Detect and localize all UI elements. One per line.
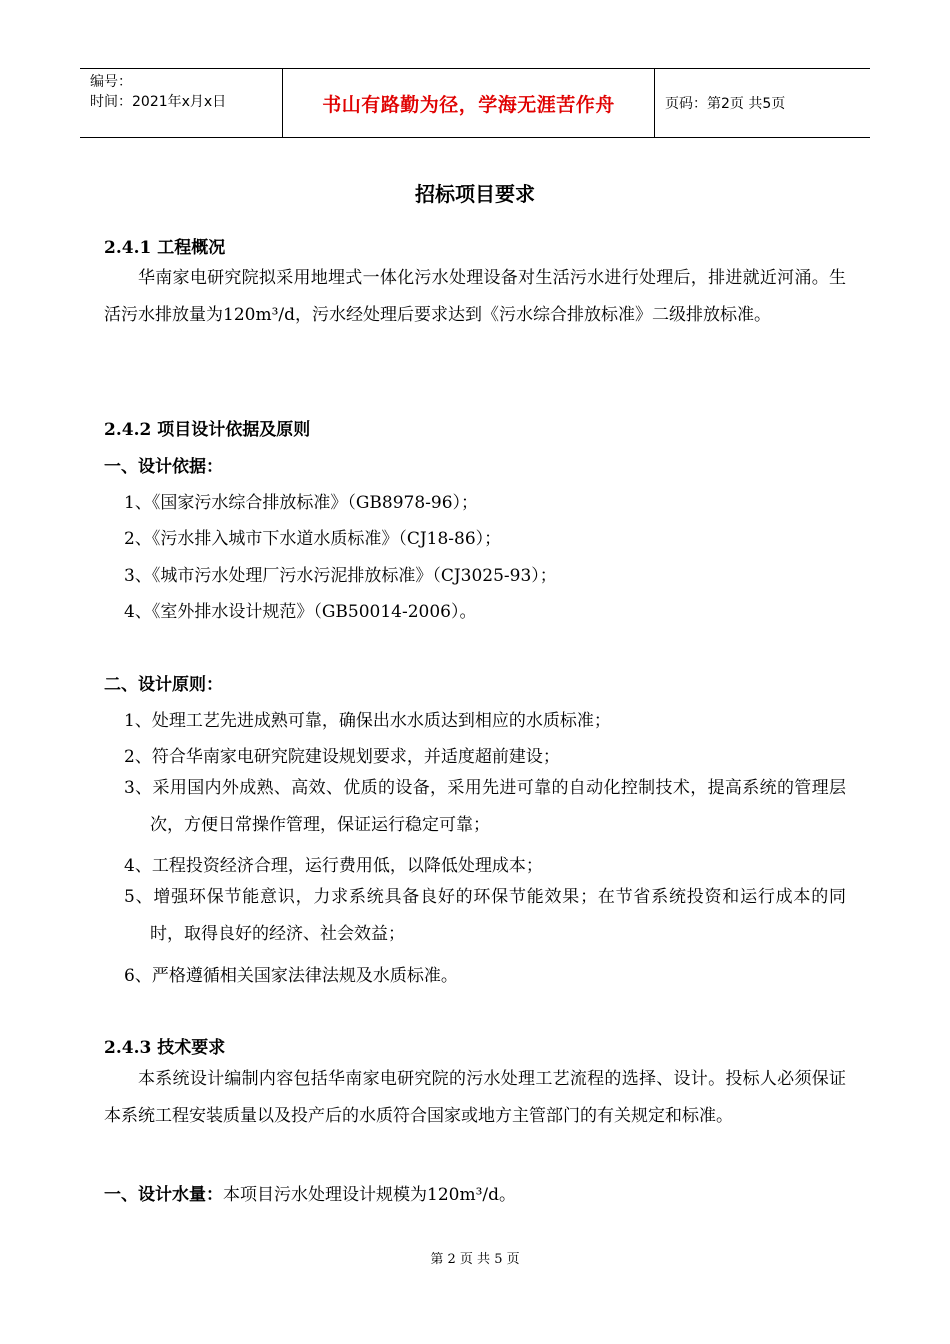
water-volume-text: 本项目污水处理设计规模为120m³/d。 (223, 1185, 516, 1205)
list-item: 2、《污水排入城市下水道水质标准》（CJ18-86）； (124, 529, 502, 549)
list-item: 1、处理工艺先进成熟可靠，确保出水水质达到相应的水质标准； (124, 711, 611, 731)
list-item: 1、《国家污水综合排放标准》（GB8978-96）； (124, 493, 479, 513)
overview-paragraph: 华南家电研究院拟采用地埋式一体化污水处理设备对生活污水进行处理后，排进就近河涌。生活污水排放量为120m³/d，污水经处理后要求达到《污水综合排放标准》二级排放标准。 (104, 268, 846, 325)
water-volume-label: 一、设计水量： (104, 1185, 223, 1205)
document-date: 时间：2021年x月x日 (90, 94, 227, 110)
list-item: 3、采用国内外成熟、高效、优质的设备，采用先进可靠的自动化控制技术，提高系统的管理层次，方便日常操作管理，保证运行稳定可靠； (124, 778, 846, 835)
section-heading-technical: 2.4.3 技术要求 (104, 1038, 226, 1058)
section-heading-overview: 2.4.1 工程概况 (104, 238, 226, 258)
list-item: 3、《城市污水处理厂污水污泥排放标准》（CJ3025-93）； (124, 566, 557, 586)
header-motto-cell (282, 69, 655, 137)
list-item: 4、工程投资经济合理，运行费用低，以降低处理成本； (124, 856, 543, 876)
design-principles-heading: 二、设计原则： (104, 675, 223, 695)
header-motto: 书山有路勤为径，学海无涯苦作舟 (322, 93, 615, 116)
page-footer: 第 2 页 共 5 页 (430, 1252, 520, 1267)
design-water-volume (104, 1180, 516, 1205)
design-basis-heading: 一、设计依据： (104, 457, 223, 477)
list-item: 6、严格遵循相关国家法律法规及水质标准。 (124, 966, 458, 986)
list-item: 2、符合华南家电研究院建设规划要求，并适度超前建设； (124, 747, 560, 767)
list-item: 4、《室外排水设计规范》（GB50014-2006）。 (124, 602, 477, 622)
document-number-label: 编号： (90, 74, 132, 90)
page-header (80, 68, 870, 138)
section-heading-design-basis: 2.4.2 项目设计依据及原则 (104, 420, 311, 440)
header-meta (80, 69, 282, 137)
list-item: 5、增强环保节能意识，力求系统具备良好的环保节能效果；在节省系统投资和运行成本的同时，取得良好的经济、社会效益； (124, 887, 846, 944)
technical-paragraph: 本系统设计编制内容包括华南家电研究院的污水处理工艺流程的选择、设计。投标人必须保证本系统工程安装质量以及投产后的水质符合国家或地方主管部门的有关规定和标准。 (104, 1069, 846, 1126)
document-title: 招标项目要求 (415, 182, 535, 206)
header-page-info: 页码：第2页 共5页 (665, 96, 786, 112)
